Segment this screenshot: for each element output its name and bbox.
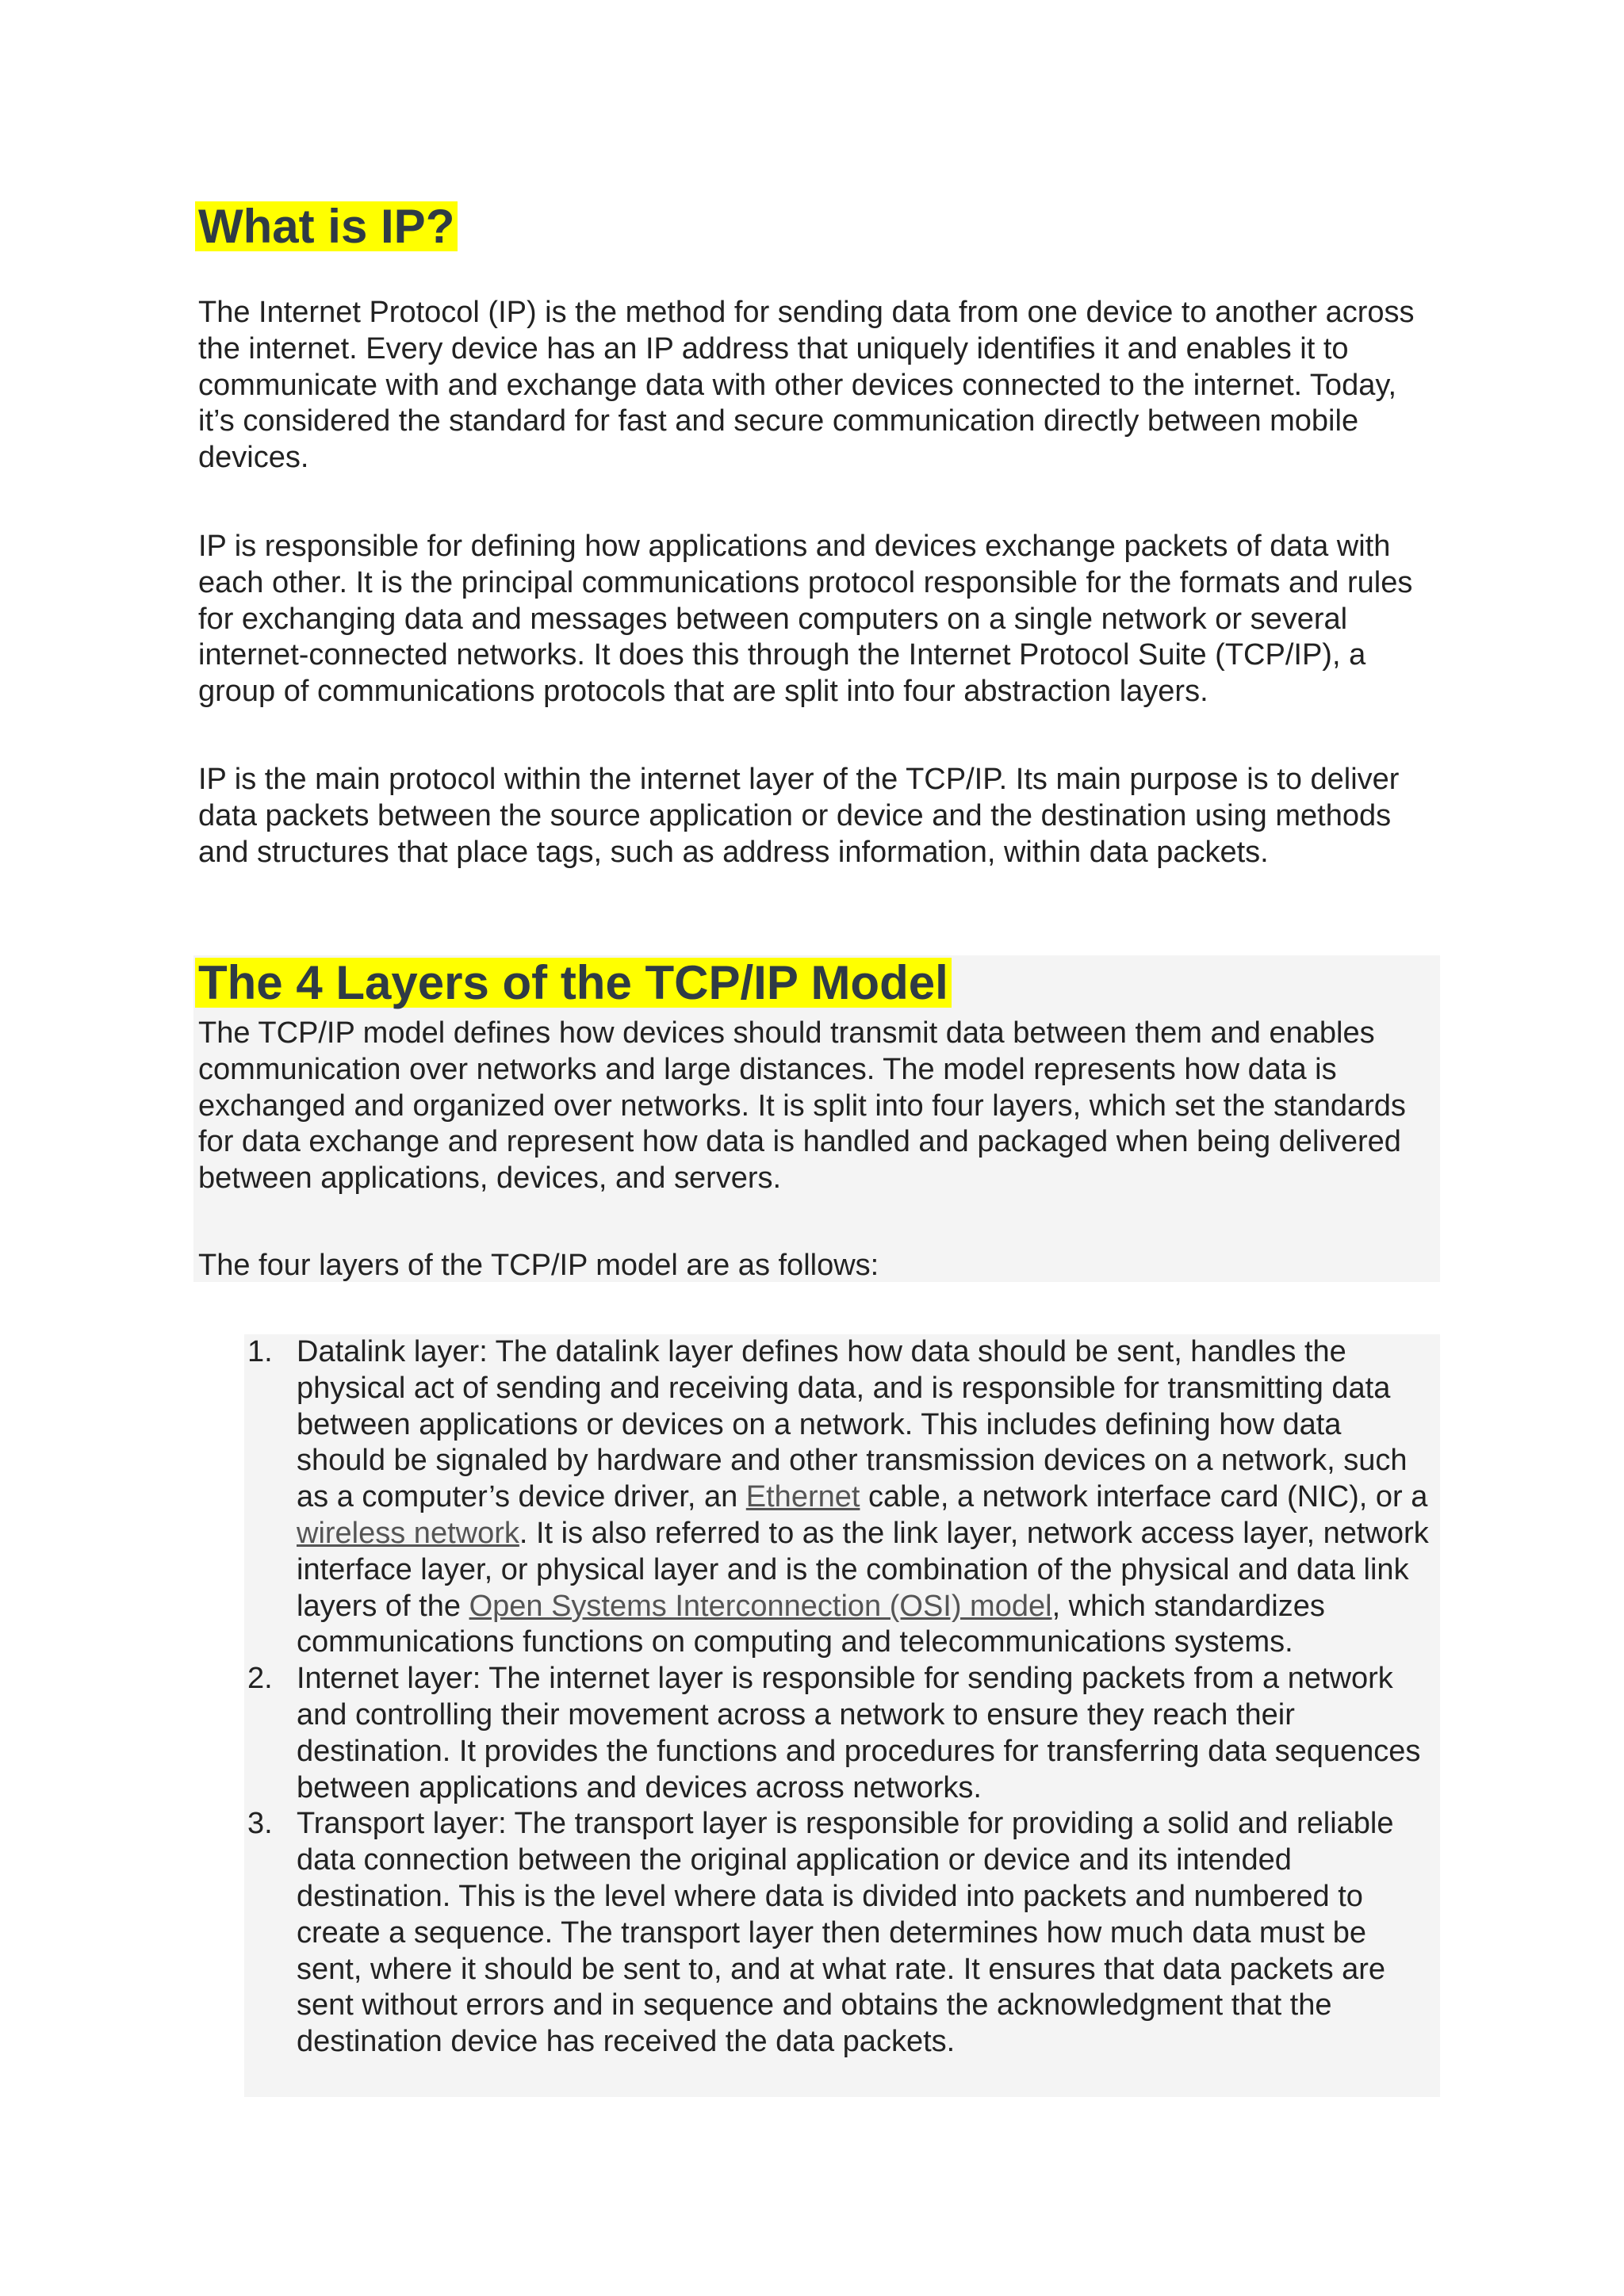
list-item-text: Internet layer: The internet layer is responsible for sending packets from a network and controlling their movement across a network to ensure they reach their destination. It provides the functions and procedures for transferring data sequences between applications and devices across networks.	[297, 1662, 1421, 1804]
layers-list	[247, 1334, 1437, 2061]
heading-tcpip-layers: The 4 Layers of the TCP/IP Model	[195, 958, 952, 1008]
osi-model-link[interactable]: Open Systems Interconnection (OSI) model	[469, 1589, 1052, 1623]
list-number: 2.	[247, 1662, 273, 1696]
list-item-text: Transport layer: The transport layer is responsible for providing a solid and reliable data connection between the original application or device and its intended destination. This is the level where data is divided into packets and numbered to create a sequence. The transport layer then determines how much data must be sent, where it should be sent to, and at what rate. It ensures that data packets are sent without errors and in sequence and obtains the acknowledgment that the destination device has received the data packets.	[297, 1807, 1394, 2059]
list-item-internet	[247, 1661, 1437, 1806]
paragraph-tcpip-model: The TCP/IP model defines how devices should transmit data between them and enables communication over networks and large distances. The model represents how data is exchanged and organized over networks. It is split into four layers, which set the standards for data exchange and represent how data is handled and packaged when being delivered between applications, devices, and servers.	[198, 1016, 1406, 1196]
list-item-transport	[247, 1806, 1437, 2061]
list-item-text: , which standardizes communications functions on computing and telecommunications systems.	[297, 1589, 1325, 1659]
list-item-text: Datalink layer: The datalink layer defines how data should be sent, handles the physical act of sending and receiving data, and is responsible for transmitting data between applications or devices on a network. This includes defining how data should be signaled by hardware and other transmission devices on a network, such as a computer’s device driver, an	[297, 1335, 1408, 1514]
wireless-network-link[interactable]: wireless network	[297, 1516, 519, 1550]
paragraph-ip-purpose: IP is the main protocol within the internet layer of the TCP/IP. Its main purpose is to deliver data packets between the source application or device and the destination using methods and structures that place tags, such as address information, within data packets.	[198, 763, 1400, 869]
paragraph-ip-intro: The Internet Protocol (IP) is the method for sending data from one device to another across the internet. Every device has an IP address that uniquely identifies it and enables it to communicate with and exchange data with other devices connected to the internet. Today, it’s considered the standard for fast and secure communication directly between mobile devices.	[198, 296, 1415, 475]
paragraph-ip-responsibility: IP is responsible for defining how applications and devices exchange packets of data with each other. It is the principal communications protocol responsible for the formats and rules for exchanging data and messages between computers on a single network or several internet-connected networks. It does this through the Internet Protocol Suite (TCP/IP), a group of communications protocols that are split into four abstraction layers.	[198, 530, 1413, 709]
heading-what-is-ip: What is IP?	[195, 201, 458, 251]
list-item-text: cable, a network interface card (NIC), or a	[860, 1480, 1428, 1514]
list-item-datalink	[247, 1334, 1437, 1661]
list-number: 3.	[247, 1807, 273, 1841]
ethernet-link[interactable]: Ethernet	[745, 1480, 860, 1514]
list-number: 1.	[247, 1335, 273, 1368]
list-item-text: . It is also referred to as the link layer, network access layer, network interface layer, or physical layer and is the combination of the physical and data link layers of the	[297, 1516, 1429, 1623]
paragraph-layers-intro: The four layers of the TCP/IP model are as follows:	[198, 1249, 879, 1282]
